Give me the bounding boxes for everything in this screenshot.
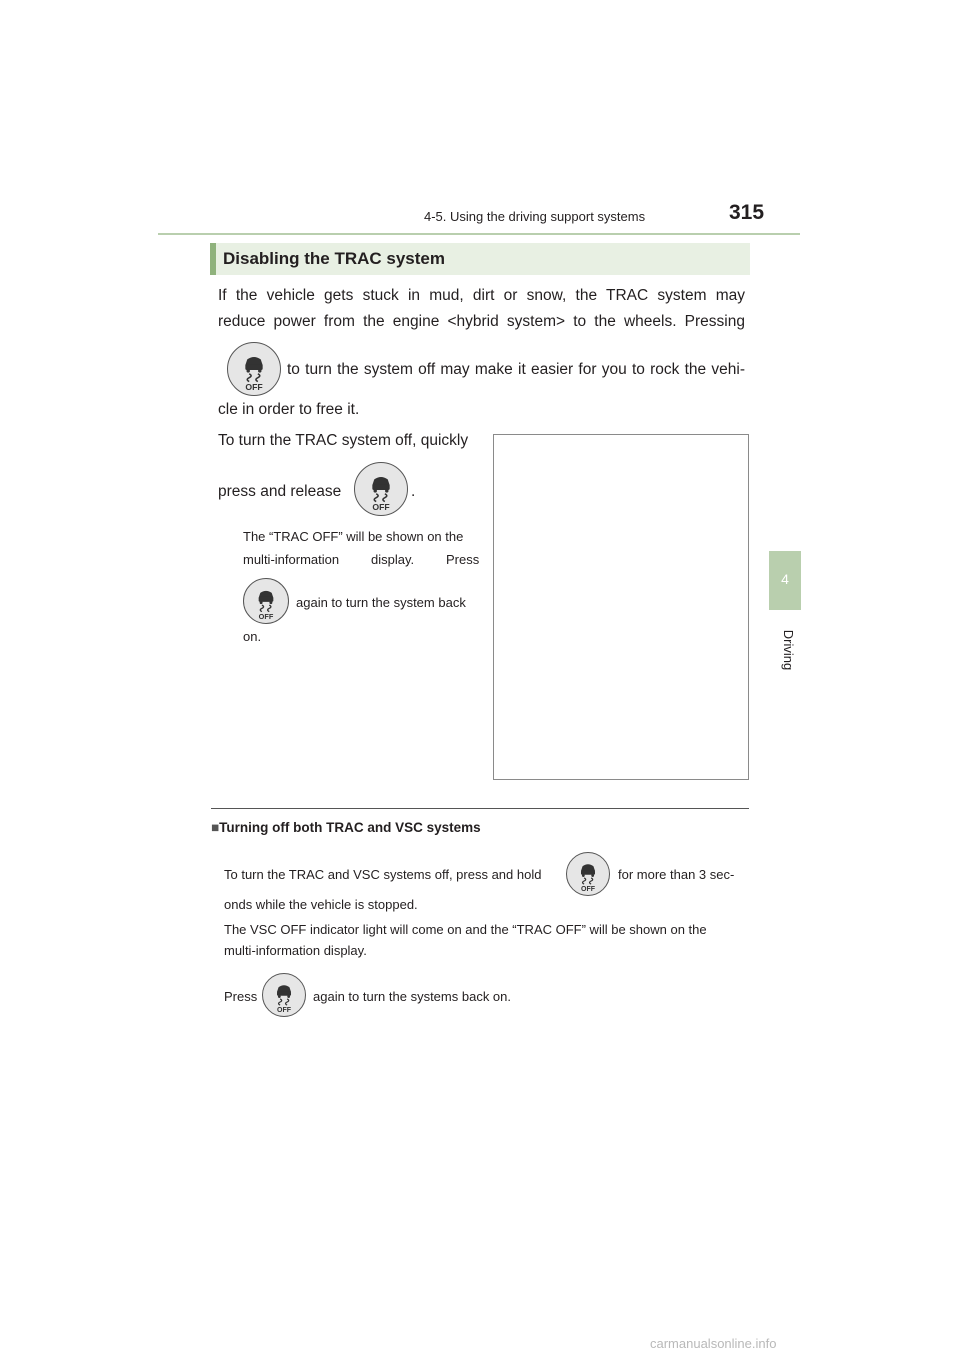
intro-line-2: reduce power from the engine <hybrid system> to the wheels. Pressing	[218, 313, 745, 330]
intro-line-4: cle in order to free it.	[218, 401, 360, 418]
note-line-4: on.	[243, 629, 262, 644]
svg-text:OFF: OFF	[258, 611, 274, 621]
step-line-2-end: .	[411, 483, 416, 500]
note-line-2b: display.	[371, 552, 415, 567]
chapter-tab-number: 4	[781, 571, 789, 587]
note-line-2c: Press	[446, 552, 480, 567]
svg-text:OFF: OFF	[277, 1007, 291, 1015]
vsc-off-button-icon	[262, 973, 306, 1017]
note-line-3: again to turn the system back	[296, 595, 466, 610]
step-line-1: To turn the TRAC system off, quickly	[218, 432, 469, 449]
chapter-tab-label: Driving	[781, 629, 796, 671]
vsc-off-button-icon	[227, 342, 281, 396]
bullet-square: ■	[211, 820, 220, 835]
vsc-off-button-icon	[243, 578, 289, 624]
both-line-1b: for more than 3 sec-	[618, 867, 735, 882]
sub-heading	[211, 820, 481, 835]
step-line-2: press and release	[218, 483, 342, 500]
header-rule	[158, 233, 800, 235]
intro-line-1: If the vehicle gets stuck in mud, dirt or snow, the TRAC system may	[218, 287, 745, 304]
vsc-off-button-icon	[354, 462, 408, 516]
illustration-frame	[493, 434, 749, 780]
vsc-off-button-icon	[566, 852, 610, 896]
section-heading: Disabling the TRAC system	[223, 249, 445, 268]
section-divider	[211, 808, 749, 809]
note-line-2a: multi-information	[243, 552, 340, 567]
both-line-1a: To turn the TRAC and VSC systems off, press and hold	[224, 867, 542, 882]
svg-text:OFF: OFF	[581, 886, 595, 894]
both-line-5a: Press	[224, 989, 258, 1004]
note-line-1: The “TRAC OFF” will be shown on the	[243, 529, 464, 544]
running-header-section: 4-5. Using the driving support systems	[424, 209, 646, 224]
watermark: carmanualsonline.info	[650, 1336, 777, 1351]
page-number: 315	[729, 201, 765, 224]
intro-line-3: to turn the system off may make it easier for you to rock the vehi-	[287, 361, 745, 378]
both-line-5b: again to turn the systems back on.	[313, 989, 511, 1004]
both-line-4: multi-information display.	[224, 943, 367, 958]
svg-text:OFF: OFF	[245, 382, 263, 393]
svg-text:OFF: OFF	[372, 502, 390, 513]
both-line-3: The VSC OFF indicator light will come on and the “TRAC OFF” will be shown on the	[224, 922, 707, 937]
both-line-2: onds while the vehicle is stopped.	[224, 897, 418, 912]
sub-heading-text: Turning off both TRAC and VSC systems	[219, 820, 481, 835]
